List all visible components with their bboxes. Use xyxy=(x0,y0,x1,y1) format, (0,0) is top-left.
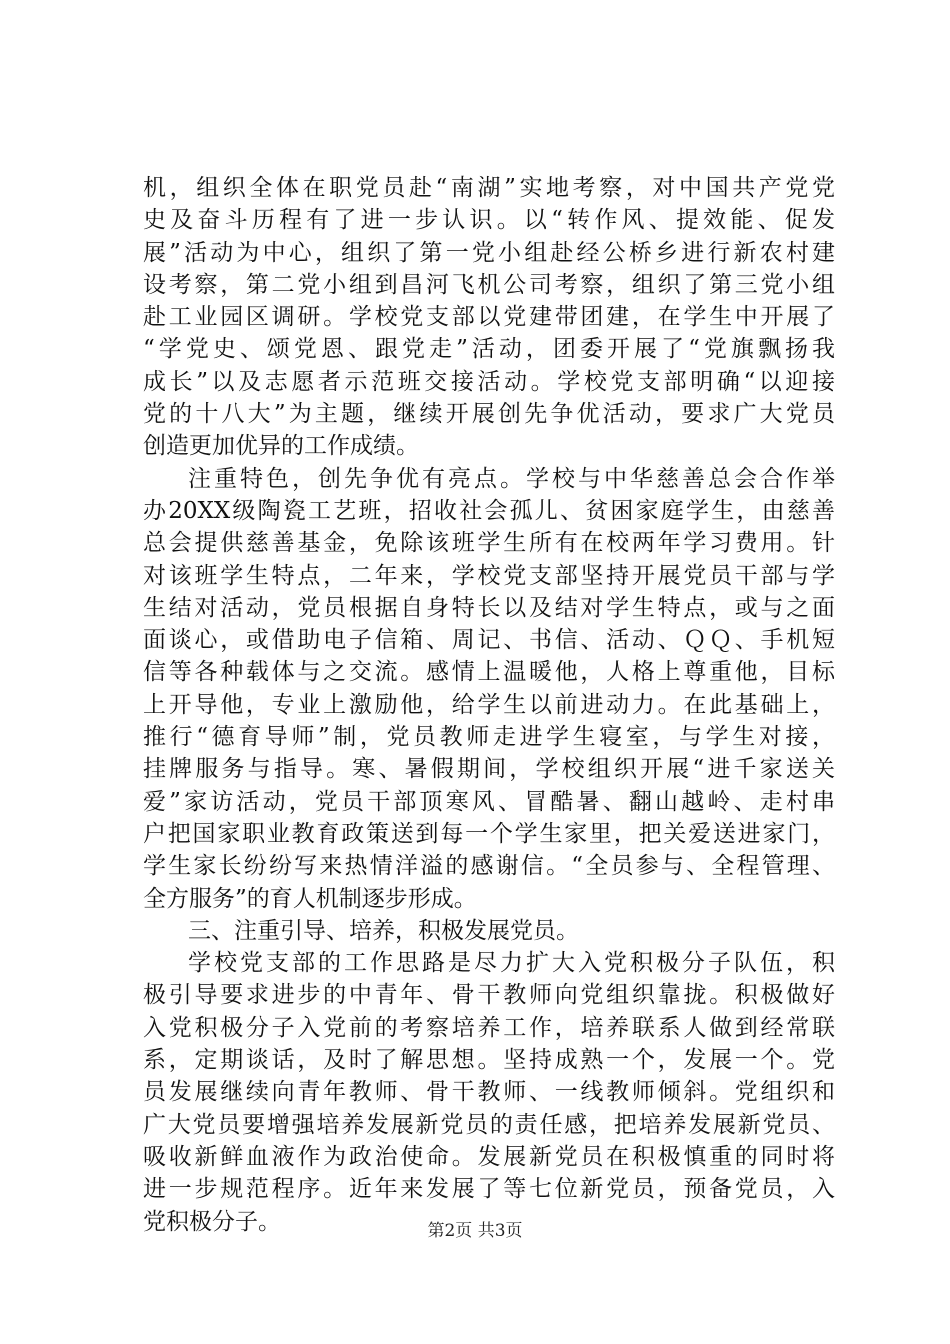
text-line: 党的十八大”为主题，继续开展创先争优活动，要求广大党员 xyxy=(143,401,835,428)
text-line: 注重特色，创先争优有亮点。学校与中华慈善总会合作举 xyxy=(188,465,835,492)
text-line: 爱”家访活动，党员干部顶寒风、冒酷暑、翻山越岭、走村串 xyxy=(143,788,835,815)
text-line: 创造更加优异的工作成绩。 xyxy=(143,433,419,460)
text-line: 三、注重引导、培养，积极发展党员。 xyxy=(188,917,579,944)
text-line: 信等各种载体与之交流。感情上温暖他，人格上尊重他，目标 xyxy=(143,659,835,686)
text-line: 上开导他，专业上激励他，给学生以前进动力。在此基础上， xyxy=(143,691,835,718)
text-line: 设考察，第二党小组到昌河飞机公司考察，组织了第三党小组 xyxy=(143,271,835,298)
text-line: 赴工业园区调研。学校党支部以党建带团建，在学生中开展了 xyxy=(143,304,835,331)
text-line: 极引导要求进步的中青年、骨干教师向党组织靠拢。积极做好 xyxy=(143,982,835,1009)
text-line: 学校党支部的工作思路是尽力扩大入党积极分子队伍，积 xyxy=(188,950,835,977)
text-line: 生结对活动，党员根据自身特长以及结对学生特点，或与之面 xyxy=(143,594,835,621)
text-line: 总会提供慈善基金，免除该班学生所有在校两年学习费用。针 xyxy=(143,530,835,557)
text-line: 系，定期谈话，及时了解思想。坚持成熟一个，发展一个。党 xyxy=(143,1047,835,1074)
text-line: “学党史、颂党恩、跟党走”活动，团委开展了“党旗飘扬我 xyxy=(143,336,835,363)
text-line: 挂牌服务与指导。寒、暑假期间，学校组织开展“进千家送关 xyxy=(143,756,835,783)
text-line: 成长”以及志愿者示范班交接活动。学校党支部明确“以迎接 xyxy=(143,368,835,395)
text-line: 推行“德育导师”制，党员教师走进学生寝室，与学生对接， xyxy=(143,724,835,751)
text-line: 学生家长纷纷写来热情洋溢的感谢信。“全员参与、全程管理、 xyxy=(143,853,835,880)
text-line: 史及奋斗历程有了进一步认识。以“转作风、提效能、促发 xyxy=(143,207,835,234)
text-line: 展”活动为中心，组织了第一党小组赴经公桥乡进行新农村建 xyxy=(143,239,835,266)
body-text xyxy=(143,172,835,1238)
text-line: 员发展继续向青年教师、骨干教师、一线教师倾斜。党组织和 xyxy=(143,1079,835,1106)
text-line: 户把国家职业教育政策送到每一个学生家里，把关爱送进家门， xyxy=(143,820,835,847)
text-line: 党积极分子。 xyxy=(143,1208,281,1235)
text-line: 全方服务”的育人机制逐步形成。 xyxy=(143,885,477,912)
text-line: 办20XX级陶瓷工艺班，招收社会孤儿、贫困家庭学生，由慈善 xyxy=(143,497,835,524)
page-footer: 第2页 共3页 xyxy=(427,1221,523,1241)
text-line: 吸收新鲜血液作为政治使命。发展新党员在积极慎重的同时将 xyxy=(143,1143,835,1170)
text-line: 广大党员要增强培养发展新党员的责任感，把培养发展新党员、 xyxy=(143,1111,835,1138)
text-line: 进一步规范程序。近年来发展了等七位新党员，预备党员，入 xyxy=(143,1176,835,1203)
text-line: 对该班学生特点，二年来，学校党支部坚持开展党员干部与学 xyxy=(143,562,835,589)
text-line: 机，组织全体在职党员赴“南湖”实地考察，对中国共产党党 xyxy=(143,175,835,201)
text-line: 面谈心，或借助电子信箱、周记、书信、活动、ＱＱ、手机短 xyxy=(143,627,835,654)
text-line: 入党积极分子入党前的考察培养工作，培养联系人做到经常联 xyxy=(143,1014,835,1041)
